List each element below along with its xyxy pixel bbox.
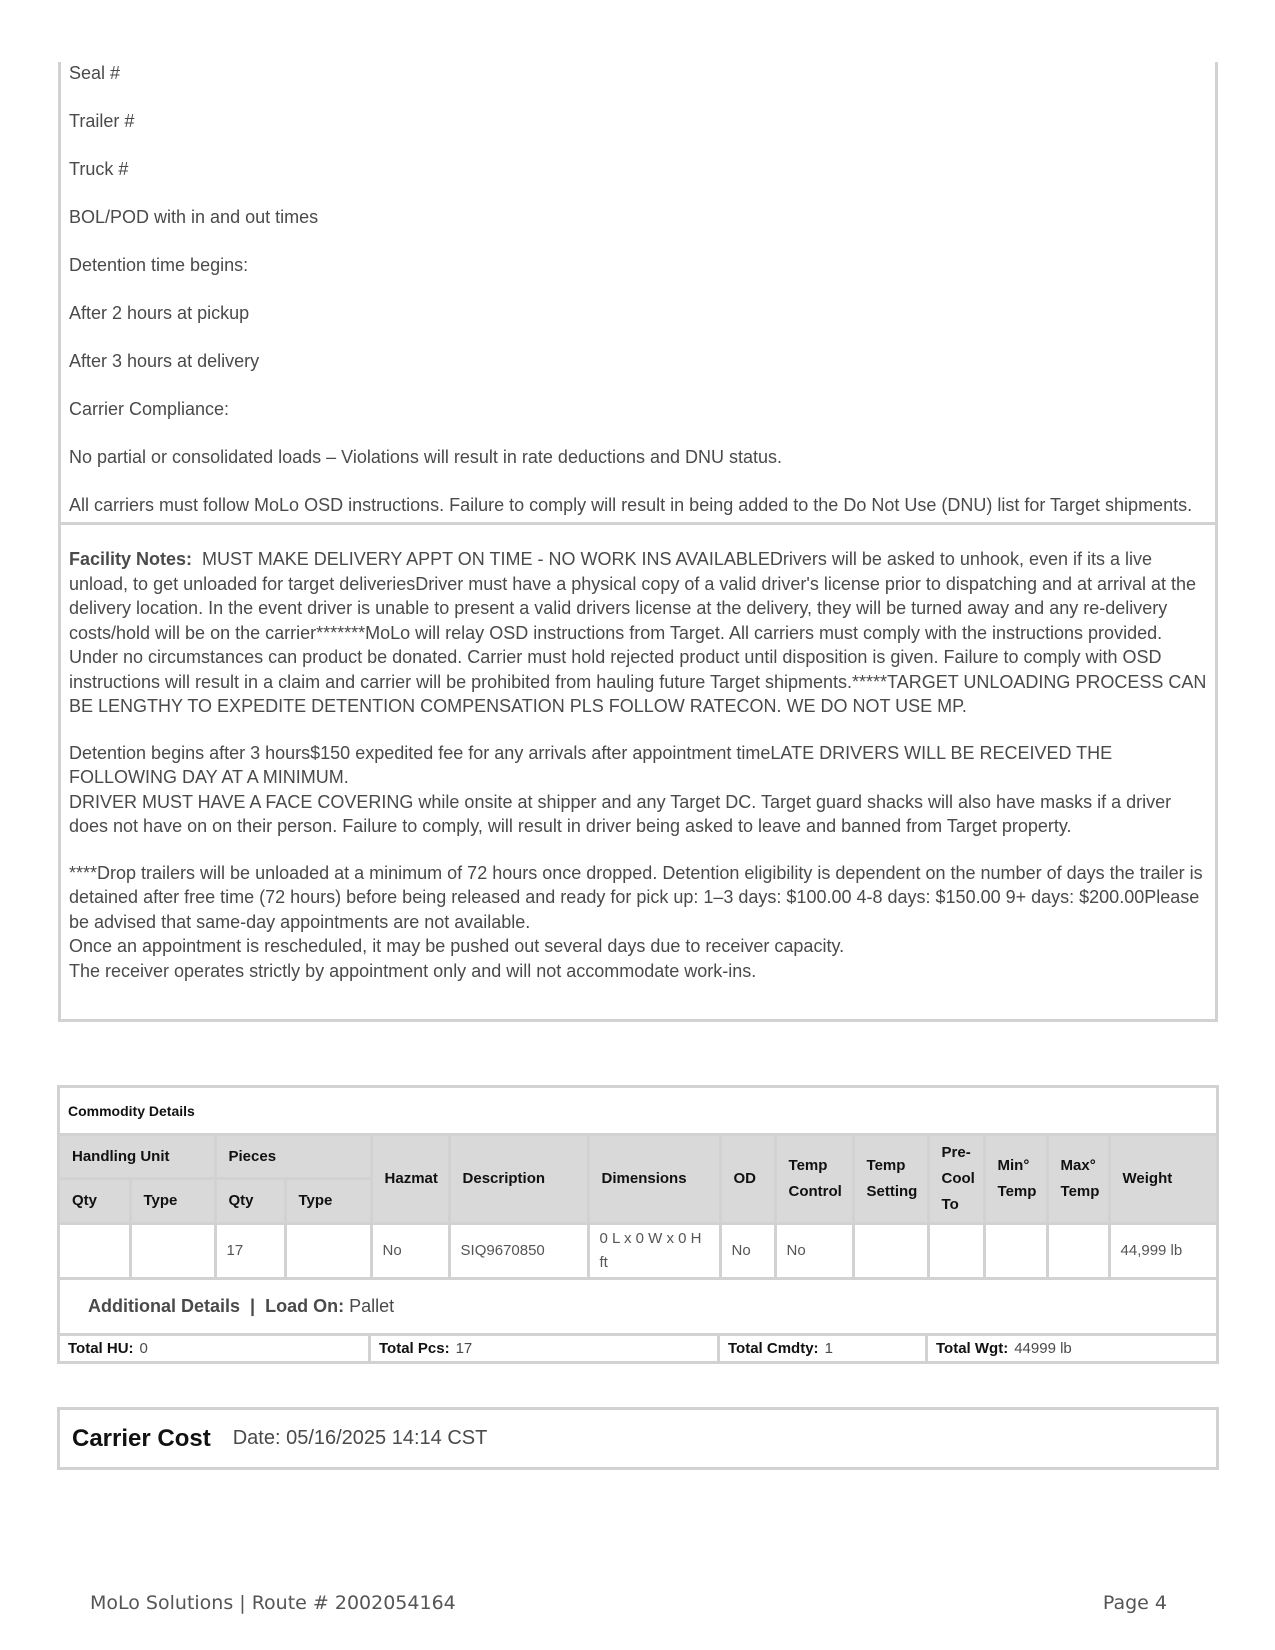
total-wgt-label: Total Wgt: [936,1340,1009,1357]
header-weight: Weight [1109,1136,1216,1224]
facility-text-1: MUST MAKE DELIVERY APPT ON TIME - NO WORK INS AVAILABLEDrivers will be asked to unhook, even if its a live unload, to get unloaded for target deliveriesDriver must have a physical copy of a valid driver's license prior to dispatching and at arrival at the delivery location. In the event driver is unable to present a valid drivers license at the delivery, they will be turned away and any re-delivery costs/hold will be on the carrier*******MoLo will relay OSD instructions from Target. All carriers must comply with the instructions provided. Under no circumstances can product be donated. Carrier must hold rejected product until disposition is given. Failure to comply with OSD instructions will result in a claim and carrier will be prohibited from hauling future Target shipments.*****TARGET UNLOADING PROCESS CAN BE LENGTHY TO EXPEDITE DETENTION COMPENSATION PLS FOLLOW RATECON. WE DO NOT USE MP. [69,549,1207,716]
header-max-temp: Max° Temp [1047,1136,1109,1224]
total-wgt-value: 44999 lb [1014,1340,1072,1357]
requirements-list [61,62,1215,516]
load-on-value: Pallet [349,1296,395,1316]
notes-line-partial: No partial or consolidated loads – Violations will result in rate deductions and DNU status. [69,447,783,467]
notes-line-seal: Seal # [69,63,121,83]
header-hazmat: Hazmat [371,1136,449,1224]
total-cmdty-value: 1 [824,1340,833,1357]
cell-od: No [720,1224,775,1279]
header-handling-unit: Handling Unit [60,1136,215,1179]
additional-details-label: Additional Details [88,1296,241,1316]
totals-bar [60,1336,1216,1361]
notes-line-delivery: After 3 hours at delivery [69,351,260,371]
header-pcs-qty: Qty [215,1179,285,1224]
notes-line-truck: Truck # [69,159,129,179]
facility-notes [61,525,1215,983]
cell-pcs-type [285,1224,371,1279]
table-header-row-1 [60,1136,1216,1179]
cell-temp-setting [853,1224,928,1279]
header-hu-qty: Qty [60,1179,130,1224]
facility-paragraph-3: DRIVER MUST HAVE A FACE COVERING while onsite at shipper and any Target DC. Target guard shacks will also have masks if a driver does not have on on their person. Failure to comply, will result in driver being asked to leave and banned from Target property. [69,791,1172,836]
additional-details [60,1280,1216,1336]
cell-hu-type [130,1224,215,1279]
total-hu-value: 0 [139,1340,148,1357]
separator: | [245,1296,261,1316]
total-cmdty-label: Total Cmdty: [728,1340,819,1357]
footer-route: MoLo Solutions | Route # 2002054164 [90,1592,456,1614]
cell-weight: 44,999 lb [1109,1224,1216,1279]
total-pcs [371,1336,720,1361]
commodity-table [60,1136,1216,1280]
notes-line-pickup: After 2 hours at pickup [69,303,250,323]
carrier-cost-section [57,1407,1219,1470]
total-hu-label: Total HU: [68,1340,134,1357]
carrier-cost-date: Date: 05/16/2025 14:14 CST [232,1427,488,1449]
header-min-temp: Min° Temp [984,1136,1047,1224]
facility-paragraph-1 [69,547,1207,719]
total-wgt [928,1336,1216,1361]
commodity-title: Commodity Details [60,1088,1216,1136]
facility-paragraph-2: Detention begins after 3 hours$150 expedited fee for any arrivals after appointment timeLATE DRIVERS WILL BE RECEIVED THE FOLLOWING DAY AT A MINIMUM. [69,742,1113,787]
cell-min-temp [984,1224,1047,1279]
facility-paragraph-4: ****Drop trailers will be unloaded at a minimum of 72 hours once dropped. Detention eligibility is dependent on the number of days the trailer is detained after free time (72 hours) before being released and ready for pick up: 1–3 days: $100.00 4-8 days: $150.00 9+ days: $200.00Please be advised that same-day appointments are not available. [69,862,1203,932]
footer-page-number: Page 4 [1102,1592,1167,1614]
cell-pcs-qty: 17 [215,1224,285,1279]
cell-description: SIQ9670850 [449,1224,588,1279]
notes-line-trailer: Trailer # [69,111,135,131]
table-row [60,1224,1216,1279]
cell-temp-control: No [775,1224,853,1279]
cell-dimensions: 0 L x 0 W x 0 H ft [588,1224,720,1279]
facility-paragraph-6: The receiver operates strictly by appointment only and will not accommodate work-ins. [69,960,757,981]
facility-paragraph-5: Once an appointment is rescheduled, it may be pushed out several days due to receiver capacity. [69,936,845,956]
carrier-cost-title: Carrier Cost [72,1424,211,1452]
cell-hazmat: No [371,1224,449,1279]
header-pieces: Pieces [215,1136,371,1179]
header-temp-setting: Temp Setting [853,1136,928,1224]
load-on-label: Load On: [265,1296,345,1316]
notes-line-osd: All carriers must follow MoLo OSD instructions. Failure to comply will result in being added to the Do Not Use (DNU) list for Target shipments. [69,495,1193,515]
header-od: OD [720,1136,775,1224]
total-pcs-label: Total Pcs: [379,1340,450,1357]
notes-section [58,62,1218,1022]
notes-line-detention: Detention time begins: [69,255,249,275]
header-hu-type: Type [130,1179,215,1224]
commodity-details [57,1085,1219,1364]
total-cmdty [720,1336,928,1361]
cell-max-temp [1047,1224,1109,1279]
facility-notes-label: Facility Notes: [69,549,193,569]
total-hu [60,1336,371,1361]
total-pcs-value: 17 [455,1340,473,1357]
cell-pre-cool-to [928,1224,984,1279]
cell-hu-qty [60,1224,130,1279]
header-temp-control: Temp Control [775,1136,853,1224]
header-pre-cool-to: Pre-Cool To [928,1136,984,1224]
header-description: Description [449,1136,588,1224]
header-pcs-type: Type [285,1179,371,1224]
notes-line-compliance: Carrier Compliance: [69,399,230,419]
notes-line-bol: BOL/POD with in and out times [69,207,319,227]
header-dimensions: Dimensions [588,1136,720,1224]
